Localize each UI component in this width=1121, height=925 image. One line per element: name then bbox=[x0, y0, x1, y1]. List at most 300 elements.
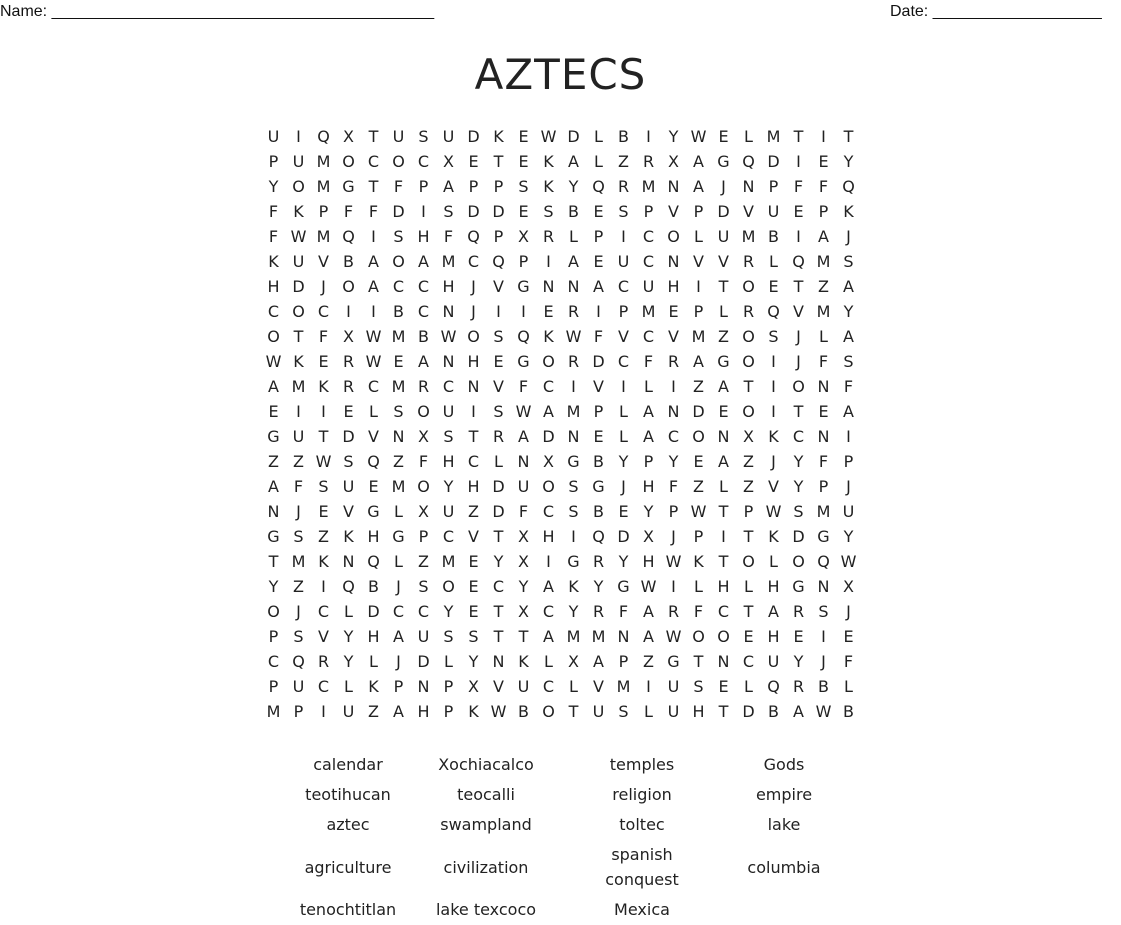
grid-letter: V bbox=[468, 527, 479, 546]
grid-letter: Y bbox=[843, 152, 854, 171]
grid-row bbox=[261, 374, 861, 399]
grid-letter: V bbox=[343, 502, 354, 521]
grid-letter: J bbox=[771, 452, 776, 471]
grid-letter: D bbox=[742, 702, 755, 721]
grid-letter: C bbox=[392, 277, 405, 296]
grid-letter: E bbox=[518, 202, 529, 221]
grid-row bbox=[261, 149, 861, 174]
grid-letter: J bbox=[396, 577, 401, 596]
grid-letter: Y bbox=[668, 127, 679, 146]
grid-letter: J bbox=[846, 477, 851, 496]
grid-letter: N bbox=[717, 652, 730, 671]
grid-letter: G bbox=[592, 477, 605, 496]
grid-letter: E bbox=[368, 477, 379, 496]
grid-letter: M bbox=[291, 377, 306, 396]
grid-letter: W bbox=[690, 127, 707, 146]
grid-letter: O bbox=[742, 327, 755, 346]
grid-letter: I bbox=[696, 277, 701, 296]
grid-letter: C bbox=[417, 302, 430, 321]
grid-letter: O bbox=[742, 352, 755, 371]
grid-letter: I bbox=[296, 402, 301, 421]
grid-letter: E bbox=[343, 402, 354, 421]
grid-letter: M bbox=[816, 252, 831, 271]
grid-letter: V bbox=[768, 477, 779, 496]
grid-letter: I bbox=[471, 402, 476, 421]
grid-letter: E bbox=[543, 302, 554, 321]
grid-letter: F bbox=[593, 327, 604, 346]
grid-letter: A bbox=[568, 252, 579, 271]
grid-letter: R bbox=[592, 552, 605, 571]
grid-letter: I bbox=[346, 302, 351, 321]
grid-letter: Z bbox=[268, 452, 279, 471]
grid-letter: P bbox=[668, 502, 679, 521]
grid-letter: M bbox=[441, 552, 456, 571]
grid-letter: F bbox=[268, 227, 279, 246]
grid-letter: Y bbox=[268, 577, 279, 596]
grid-letter: C bbox=[742, 652, 755, 671]
grid-letter: T bbox=[493, 527, 504, 546]
grid-letter: W bbox=[690, 502, 707, 521]
grid-letter: M bbox=[441, 252, 456, 271]
grid-letter: C bbox=[542, 377, 555, 396]
grid-letter: H bbox=[542, 527, 555, 546]
grid-letter: R bbox=[642, 152, 655, 171]
grid-letter: L bbox=[844, 677, 853, 696]
grid-letter: U bbox=[442, 402, 455, 421]
grid-letter: E bbox=[493, 352, 504, 371]
grid-letter: Q bbox=[367, 452, 380, 471]
grid-letter: T bbox=[268, 552, 279, 571]
grid-letter: D bbox=[292, 277, 305, 296]
grid-letter: Q bbox=[517, 327, 530, 346]
grid-letter: X bbox=[643, 527, 654, 546]
grid-letter: Y bbox=[268, 177, 279, 196]
grid-letter: D bbox=[542, 427, 555, 446]
grid-letter: H bbox=[417, 227, 430, 246]
grid-letter: X bbox=[518, 552, 529, 571]
grid-letter: S bbox=[393, 402, 404, 421]
grid-letter: L bbox=[394, 502, 403, 521]
word-item: spanish conquest bbox=[605, 845, 679, 889]
grid-letter: X bbox=[668, 152, 679, 171]
grid-letter: K bbox=[368, 677, 379, 696]
grid-letter: T bbox=[743, 527, 754, 546]
grid-letter: S bbox=[493, 327, 504, 346]
grid-letter: C bbox=[542, 502, 555, 521]
grid-letter: A bbox=[443, 177, 454, 196]
grid-letter: C bbox=[417, 152, 430, 171]
grid-letter: U bbox=[292, 677, 305, 696]
grid-letter: Z bbox=[693, 477, 704, 496]
grid-letter: D bbox=[717, 202, 730, 221]
grid-letter: E bbox=[618, 502, 629, 521]
grid-letter: X bbox=[418, 427, 429, 446]
grid-letter: P bbox=[293, 702, 304, 721]
word-item: Xochiacalco bbox=[438, 755, 534, 774]
grid-letter: Y bbox=[793, 652, 804, 671]
grid-letter: Z bbox=[318, 527, 329, 546]
word-item: toltec bbox=[619, 815, 665, 834]
grid-letter: L bbox=[694, 577, 703, 596]
grid-letter: Y bbox=[618, 552, 629, 571]
grid-letter: L bbox=[569, 227, 578, 246]
grid-letter: N bbox=[567, 277, 580, 296]
grid-letter: Z bbox=[293, 452, 304, 471]
grid-letter: O bbox=[392, 252, 405, 271]
grid-letter: G bbox=[717, 152, 730, 171]
grid-letter: E bbox=[593, 252, 604, 271]
grid-letter: B bbox=[593, 502, 604, 521]
grid-letter: P bbox=[518, 252, 529, 271]
grid-letter: H bbox=[642, 552, 655, 571]
grid-letter: P bbox=[443, 677, 454, 696]
grid-letter: I bbox=[671, 577, 676, 596]
grid-letter: V bbox=[593, 377, 604, 396]
grid-letter: K bbox=[293, 352, 304, 371]
grid-letter: P bbox=[468, 177, 479, 196]
grid-letter: Z bbox=[618, 152, 629, 171]
grid-letter: H bbox=[667, 277, 680, 296]
grid-letter: F bbox=[293, 477, 304, 496]
grid-letter: I bbox=[846, 427, 851, 446]
grid-letter: S bbox=[443, 627, 454, 646]
page-title: AZTECS bbox=[474, 50, 647, 99]
grid-letter: L bbox=[644, 702, 653, 721]
grid-letter: V bbox=[718, 252, 729, 271]
grid-letter: A bbox=[768, 602, 779, 621]
grid-letter: F bbox=[368, 202, 379, 221]
grid-letter: C bbox=[317, 602, 330, 621]
grid-letter: C bbox=[617, 277, 630, 296]
grid-letter: E bbox=[468, 152, 479, 171]
grid-letter: V bbox=[793, 302, 804, 321]
grid-letter: U bbox=[292, 427, 305, 446]
grid-letter: L bbox=[769, 552, 778, 571]
grid-letter: D bbox=[392, 202, 405, 221]
grid-row bbox=[261, 399, 861, 424]
word-item: lake bbox=[767, 815, 801, 834]
grid-letter: K bbox=[268, 252, 279, 271]
grid-letter: O bbox=[667, 227, 680, 246]
grid-letter: P bbox=[443, 702, 454, 721]
grid-letter: N bbox=[267, 502, 280, 521]
grid-letter: N bbox=[567, 427, 580, 446]
grid-letter: P bbox=[643, 452, 654, 471]
grid-letter: N bbox=[817, 427, 830, 446]
grid-letter: Y bbox=[568, 602, 579, 621]
grid-letter: G bbox=[717, 352, 730, 371]
grid-letter: V bbox=[318, 252, 329, 271]
grid-letter: Y bbox=[668, 452, 679, 471]
grid-letter: P bbox=[618, 302, 629, 321]
grid-letter: K bbox=[293, 202, 304, 221]
grid-letter: O bbox=[742, 552, 755, 571]
grid-letter: K bbox=[493, 127, 504, 146]
grid-letter: T bbox=[493, 602, 504, 621]
grid-letter: K bbox=[518, 652, 529, 671]
grid-letter: F bbox=[343, 202, 354, 221]
grid-letter: A bbox=[818, 227, 829, 246]
grid-letter: O bbox=[267, 327, 280, 346]
grid-letter: T bbox=[718, 277, 729, 296]
grid-letter: A bbox=[268, 477, 279, 496]
grid-letter: F bbox=[518, 377, 529, 396]
grid-letter: J bbox=[296, 502, 301, 521]
grid-letter: R bbox=[567, 302, 580, 321]
grid-letter: L bbox=[394, 552, 403, 571]
grid-letter: S bbox=[843, 252, 854, 271]
grid-row bbox=[261, 124, 861, 149]
grid-letter: U bbox=[292, 252, 305, 271]
grid-letter: W bbox=[815, 702, 832, 721]
grid-letter: W bbox=[765, 502, 782, 521]
grid-letter: E bbox=[593, 202, 604, 221]
grid-letter: X bbox=[518, 227, 529, 246]
grid-letter: V bbox=[668, 327, 679, 346]
grid-letter: H bbox=[467, 477, 480, 496]
grid-letter: O bbox=[392, 152, 405, 171]
grid-letter: S bbox=[543, 202, 554, 221]
grid-letter: T bbox=[368, 127, 379, 146]
name-field-label: Name: ___________________________________________ bbox=[0, 3, 435, 20]
grid-letter: A bbox=[268, 377, 279, 396]
grid-letter: Y bbox=[518, 577, 529, 596]
grid-letter: G bbox=[367, 502, 380, 521]
grid-letter: S bbox=[493, 402, 504, 421]
grid-letter: X bbox=[518, 527, 529, 546]
grid-letter: A bbox=[593, 652, 604, 671]
grid-letter: J bbox=[821, 652, 826, 671]
grid-letter: B bbox=[818, 677, 829, 696]
grid-letter: B bbox=[843, 702, 854, 721]
grid-letter: C bbox=[267, 302, 280, 321]
grid-letter: U bbox=[667, 702, 680, 721]
grid-letter: O bbox=[442, 577, 455, 596]
grid-letter: Z bbox=[718, 327, 729, 346]
grid-letter: N bbox=[342, 552, 355, 571]
grid-letter: H bbox=[442, 452, 455, 471]
grid-letter: Z bbox=[643, 652, 654, 671]
grid-letter: R bbox=[492, 427, 505, 446]
grid-letter: S bbox=[293, 527, 304, 546]
grid-letter: Y bbox=[843, 302, 854, 321]
grid-letter: V bbox=[368, 427, 379, 446]
grid-letter: C bbox=[267, 652, 280, 671]
grid-letter: P bbox=[418, 177, 429, 196]
grid-letter: M bbox=[566, 402, 581, 421]
grid-letter: Q bbox=[792, 252, 805, 271]
grid-letter: T bbox=[743, 602, 754, 621]
grid-letter: E bbox=[518, 127, 529, 146]
grid-letter: X bbox=[343, 127, 354, 146]
grid-letter: C bbox=[367, 152, 380, 171]
grid-letter: U bbox=[417, 627, 430, 646]
grid-letter: F bbox=[393, 177, 404, 196]
grid-letter: L bbox=[744, 577, 753, 596]
word-item: Gods bbox=[763, 755, 805, 774]
grid-letter: W bbox=[665, 552, 682, 571]
grid-letter: R bbox=[317, 652, 330, 671]
grid-letter: K bbox=[568, 577, 579, 596]
word-item: temples bbox=[609, 755, 675, 774]
grid-row bbox=[261, 574, 861, 599]
grid-letter: B bbox=[568, 202, 579, 221]
grid-letter: O bbox=[342, 152, 355, 171]
grid-letter: Y bbox=[493, 552, 504, 571]
grid-letter: R bbox=[342, 377, 355, 396]
grid-letter: M bbox=[641, 302, 656, 321]
grid-letter: O bbox=[692, 427, 705, 446]
grid-letter: A bbox=[368, 277, 379, 296]
grid-letter: O bbox=[417, 477, 430, 496]
grid-letter: C bbox=[367, 377, 380, 396]
grid-letter: Q bbox=[842, 177, 855, 196]
grid-letter: E bbox=[718, 127, 729, 146]
grid-letter: X bbox=[743, 427, 754, 446]
grid-letter: Z bbox=[468, 502, 479, 521]
word-item: religion bbox=[612, 785, 672, 804]
grid-letter: P bbox=[593, 227, 604, 246]
grid-letter: X bbox=[443, 152, 454, 171]
grid-letter: V bbox=[668, 202, 679, 221]
grid-letter: X bbox=[468, 677, 479, 696]
grid-letter: Q bbox=[292, 652, 305, 671]
grid-letter: Q bbox=[592, 177, 605, 196]
grid-letter: R bbox=[792, 677, 805, 696]
grid-letter: J bbox=[671, 527, 676, 546]
grid-letter: X bbox=[418, 502, 429, 521]
grid-letter: D bbox=[692, 402, 705, 421]
grid-letter: J bbox=[846, 227, 851, 246]
grid-letter: E bbox=[468, 577, 479, 596]
grid-letter: T bbox=[293, 327, 304, 346]
grid-letter: T bbox=[468, 427, 479, 446]
grid-letter: N bbox=[392, 427, 405, 446]
grid-letter: H bbox=[367, 527, 380, 546]
grid-letter: C bbox=[542, 602, 555, 621]
grid-row bbox=[261, 349, 861, 374]
grid-letter: S bbox=[468, 627, 479, 646]
grid-letter: B bbox=[593, 452, 604, 471]
grid-letter: A bbox=[418, 252, 429, 271]
grid-letter: G bbox=[817, 527, 830, 546]
grid-letter: G bbox=[567, 552, 580, 571]
grid-letter: O bbox=[742, 277, 755, 296]
grid-letter: K bbox=[543, 177, 554, 196]
grid-letter: A bbox=[843, 327, 854, 346]
grid-letter: D bbox=[492, 502, 505, 521]
grid-letter: K bbox=[343, 527, 354, 546]
grid-letter: G bbox=[617, 577, 630, 596]
grid-letter: L bbox=[594, 127, 603, 146]
grid-letter: S bbox=[618, 702, 629, 721]
grid-letter: Y bbox=[443, 477, 454, 496]
date-field-label: Date: ___________________ bbox=[890, 3, 1102, 20]
grid-letter: O bbox=[742, 402, 755, 421]
grid-letter: R bbox=[617, 177, 630, 196]
grid-letter: A bbox=[393, 627, 404, 646]
grid-letter: E bbox=[818, 152, 829, 171]
grid-letter: E bbox=[468, 602, 479, 621]
grid-letter: X bbox=[343, 327, 354, 346]
grid-letter: W bbox=[665, 627, 682, 646]
grid-letter: Y bbox=[443, 602, 454, 621]
grid-letter: Z bbox=[693, 377, 704, 396]
grid-letter: A bbox=[693, 177, 704, 196]
grid-letter: E bbox=[718, 402, 729, 421]
grid-letter: F bbox=[818, 352, 829, 371]
grid-letter: S bbox=[418, 577, 429, 596]
grid-letter: L bbox=[819, 327, 828, 346]
grid-letter: J bbox=[321, 277, 326, 296]
grid-letter: F bbox=[793, 177, 804, 196]
grid-letter: N bbox=[542, 277, 555, 296]
grid-letter: C bbox=[642, 227, 655, 246]
grid-letter: Z bbox=[418, 552, 429, 571]
grid-letter: N bbox=[667, 402, 680, 421]
grid-letter: D bbox=[767, 152, 780, 171]
grid-letter: H bbox=[692, 702, 705, 721]
grid-row bbox=[261, 474, 861, 499]
grid-letter: Q bbox=[492, 252, 505, 271]
grid-letter: I bbox=[321, 402, 326, 421]
grid-letter: I bbox=[321, 577, 326, 596]
grid-letter: D bbox=[342, 427, 355, 446]
grid-letter: U bbox=[767, 202, 780, 221]
grid-letter: W bbox=[540, 127, 557, 146]
grid-letter: G bbox=[567, 452, 580, 471]
grid-letter: O bbox=[692, 627, 705, 646]
grid-letter: U bbox=[592, 702, 605, 721]
grid-row bbox=[261, 324, 861, 349]
grid-letter: C bbox=[417, 277, 430, 296]
grid-letter: N bbox=[817, 577, 830, 596]
grid-letter: A bbox=[693, 152, 704, 171]
grid-letter: U bbox=[442, 502, 455, 521]
grid-letter: R bbox=[792, 602, 805, 621]
grid-letter: P bbox=[493, 177, 504, 196]
grid-letter: A bbox=[593, 277, 604, 296]
grid-letter: H bbox=[267, 277, 280, 296]
grid-letter: T bbox=[718, 502, 729, 521]
grid-letter: F bbox=[843, 652, 854, 671]
grid-letter: R bbox=[542, 227, 555, 246]
grid-letter: Z bbox=[743, 477, 754, 496]
grid-letter: K bbox=[543, 327, 554, 346]
grid-letter: L bbox=[344, 677, 353, 696]
grid-letter: M bbox=[616, 677, 631, 696]
grid-letter: A bbox=[543, 402, 554, 421]
grid-letter: R bbox=[342, 352, 355, 371]
grid-letter: A bbox=[843, 402, 854, 421]
grid-letter: E bbox=[743, 627, 754, 646]
grid-letter: D bbox=[467, 127, 480, 146]
grid-letter: M bbox=[691, 327, 706, 346]
grid-letter: A bbox=[418, 352, 429, 371]
grid-letter: I bbox=[671, 377, 676, 396]
grid-row bbox=[261, 624, 861, 649]
grid-letter: Q bbox=[342, 227, 355, 246]
grid-letter: P bbox=[693, 302, 704, 321]
grid-letter: P bbox=[693, 527, 704, 546]
grid-letter: E bbox=[668, 302, 679, 321]
grid-letter: B bbox=[418, 327, 429, 346]
grid-row bbox=[261, 299, 861, 324]
grid-letter: A bbox=[643, 427, 654, 446]
grid-letter: L bbox=[744, 127, 753, 146]
grid-letter: C bbox=[667, 427, 680, 446]
grid-letter: A bbox=[643, 602, 654, 621]
